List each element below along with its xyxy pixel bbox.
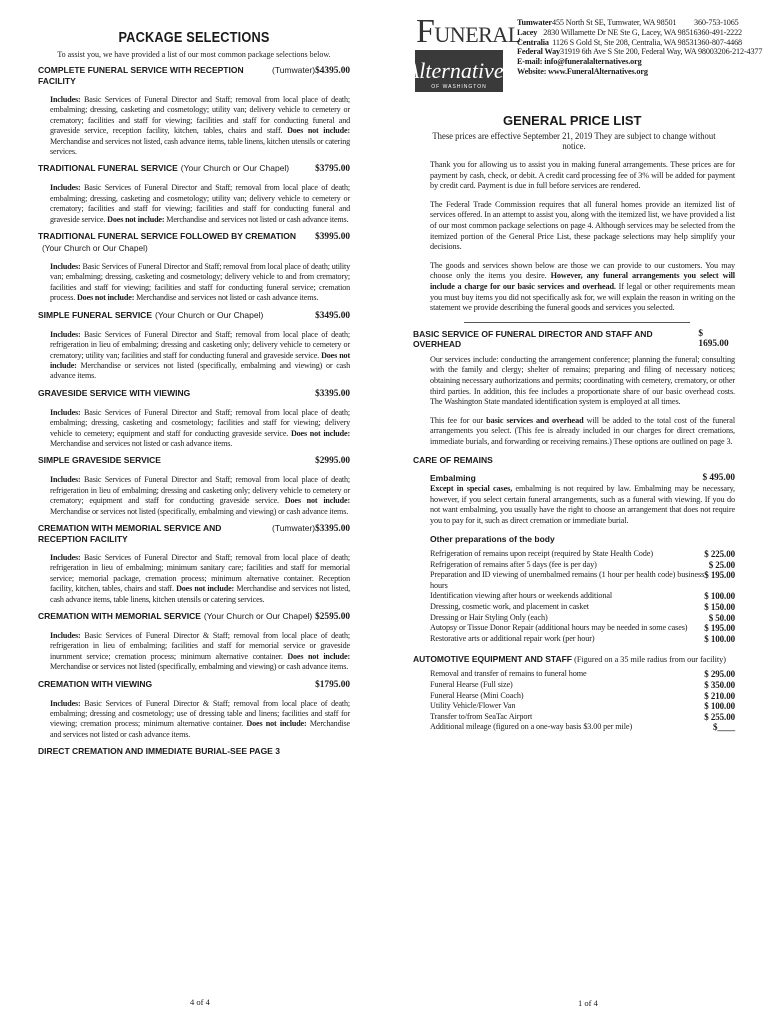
price-item: [430, 691, 735, 702]
location-address: 31919 6th Ave S Ste 200, Federal Way, WA 98003: [560, 47, 718, 57]
price-item-name: Identification viewing after hours or weekends additional: [430, 591, 613, 601]
package-price: $2995.00: [315, 456, 350, 467]
package-subtitle: (Your Church or Our Chapel): [42, 243, 148, 254]
email-link[interactable]: E-mail: info@funeralalternatives.org: [517, 57, 642, 67]
price-item-name: Additional mileage (figured on a one-way basis $3.00 per mile): [430, 722, 633, 732]
package-price: $4395.00: [315, 66, 350, 76]
package-item: [38, 523, 350, 605]
package-name: CREMATION WITH MEMORIAL SERVICE: [38, 611, 201, 621]
logo-script-text: Alternatives: [405, 58, 513, 83]
website-link[interactable]: Website: www.FuneralAlternatives.org: [517, 66, 648, 76]
package-heading: [38, 163, 350, 175]
package-description: Includes: Basic Services of Funeral Director and Staff; removal from local place of death; embalming; dressing, casketing and cosmetology; facilities and staff for viewing; delivery vehicle to cemetery; equipment and staff for conducting graveside service. Does not include: Merchandise and services not listed or cash advance items.: [50, 407, 350, 448]
package-description: Includes: Basic Services of Funeral Director and Staff; removal from local place of death; utility van; embalming; dressing, casketing and cosmetology; delivery vehicle to and from crematory; facilities and staff for viewing; facilities and staff for conducting funeral service; cremation process. Does not include: Merchandise and services not listed or cash advance items.: [50, 262, 350, 303]
price-item: [430, 712, 735, 723]
package-item: [38, 231, 350, 304]
price-item-price: $ 195.00: [704, 570, 735, 581]
automotive-heading: AUTOMOTIVE EQUIPMENT AND STAFF (Figured on a 35 mile radius from our facility): [413, 654, 726, 665]
general-price-list-column: [413, 0, 735, 1024]
package-location: (Tumwater): [271, 522, 316, 533]
price-item-price: $ 100.00: [704, 633, 735, 644]
price-item-name: Funeral Hearse (Mini Coach): [430, 690, 524, 700]
package-item: [38, 455, 350, 517]
location-phone: 360-491-2222: [697, 27, 742, 37]
price-item-price: $ 195.00: [704, 623, 735, 634]
automotive-items-list: [430, 669, 735, 733]
package-heading: [38, 679, 350, 691]
price-item: [430, 602, 735, 613]
package-price: $3795.00: [315, 164, 350, 175]
price-item: [430, 560, 735, 571]
package-item: [38, 310, 350, 382]
price-item-name: Removal and transfer of remains to funeral home: [430, 669, 587, 679]
package-selections-title: PACKAGE SELECTIONS: [118, 30, 270, 46]
package-name: GRAVESIDE SERVICE WITH VIEWING: [38, 387, 191, 398]
direct-cremation-note: DIRECT CREMATION AND IMMEDIATE BURIAL-SEE PAGE 3: [38, 746, 280, 757]
location-city: Lacey: [517, 27, 538, 37]
package-item: [38, 388, 350, 450]
price-item-name: Funeral Hearse (Full size): [430, 680, 513, 690]
package-description: Includes: Basic Services of Funeral Director & Staff; removal from local place of death; refrigeration in lieu of embalming; facilities and staff for memorial service or graveside inurnment service; cremation process; minimum alternative container. Does not include: Merchandise or services not listed (specifically, embalming and viewing) or cash advance items.: [50, 631, 350, 672]
package-location: (Your Church or Our Chapel): [180, 163, 290, 174]
package-price: $2595.00: [315, 612, 350, 622]
package-item: [38, 679, 350, 741]
package-selections-subtitle: To assist you, we have provided a list of our most common package selections below.: [57, 49, 331, 59]
goods-services-paragraph: The goods and services shown below are those we can provide to our customers. You may choose only the items you desire. However, any funeral arrangements you select will include a charge for our basic services and overhead. If legal or other requirements mean you must buy items you did not specifically ask for, we will explain the reason in writing on the statement we provide describing the funeral goods and services you selected.: [430, 260, 735, 313]
price-item: [430, 591, 735, 602]
location-address: 455 North St SE, Tumwater, WA 98501: [552, 18, 677, 27]
package-description: Includes: Basic Services of Funeral Director and Staff; removal from local place of death; embalming; dressing, casketing and cosmetology; utility van; delivery vehicle to cemetery or crematory; facilities and staff for viewing; facilities and staff for conducting funeral and graveside service, reception facility, kitchen, tables, chairs and staff. Does not include: Merchandise and services not listed, cash advance items, table linens, kitchen utensils or catering services.: [50, 95, 350, 157]
package-description: Includes: Basic Services of Funeral Director and Staff; removal from local place of death; refrigeration in lieu of embalming; minimum sanitary care; facilities and staff for memorial service; memorial package, cremation process; minimum alternative container. Reception facility, kitchen, tables, chairs and staff. Does not include: Merchandise and services not listed, cash advance items, table linens, kitchen utensils or catering services.: [50, 552, 350, 604]
page-number-left: 4 of 4: [190, 997, 210, 1007]
basic-service-fee-note: This fee for our basic services and overhead will be added to the total cost of the funeral arrangements you select. (This fee is already included in our charges for direct cremations, immediate burials, and forwarding or receiving remains.) These options are outlined on page 3.: [430, 415, 736, 446]
package-price: $3395.00: [315, 523, 350, 534]
package-description: Includes: Basic Services of Funeral Director and Staff; removal from local place of death; refrigeration in lieu of embalming; dressing and casketing only; delivery vehicle to cemetery or crematory; utility van; facilities and staff for conducting funeral and graveside service. Does not include: Merchandise or services not listed (specifically, embalming and viewing) or cash advance items.: [50, 329, 350, 381]
price-item-price: $ 225.00: [704, 549, 735, 560]
embalming-heading: Embalming $ 495.00: [430, 473, 735, 484]
price-item-price: $ 150.00: [704, 602, 735, 613]
location-phone: 360-753-1065: [694, 18, 739, 27]
price-item-price: $ 25.00: [708, 559, 735, 570]
price-item-price: $ 350.00: [704, 680, 735, 691]
package-price: $3395.00: [315, 388, 350, 399]
page-number-right: 1 of 4: [578, 998, 598, 1008]
price-item-price: $ 50.00: [708, 612, 735, 623]
package-heading: [38, 388, 350, 400]
intro-paragraph: Thank you for allowing us to assist you in making funeral arrangements. These prices are for payment by cash, check, or debit. A credit card processing fee of 3% will be added for payment by credit card. Payment is due in full before services are rendered.: [430, 160, 735, 191]
package-description: Includes: Basic Services of Funeral Director & Staff; removal from local place of death; embalming; dressing and cosmetology; use of dressing table and linens; facilities and staff for viewing; cremation process; minimum alternative container. Does not include: Merchandise and services not listed or cash advance items.: [50, 698, 351, 739]
price-item-price: $ 100.00: [704, 701, 735, 712]
package-heading: [38, 65, 350, 87]
package-location: (Your Church or Our Chapel): [203, 611, 313, 621]
embalming-description: Except in special cases, embalming is not required by law. Embalming may be necessary, however, if you select certain funeral arrangements, such as a funeral with viewing. If you do not want embalming, you usually have the right to choose an arrangement that does not require you to pay for it, such as direct cremation or immediate burial.: [430, 484, 735, 525]
price-item-name: Refrigeration of remains upon receipt (required by State Health Code): [430, 549, 653, 559]
care-items-list: [430, 549, 735, 644]
location-city: Tumwater: [517, 18, 552, 27]
basic-service-description: Our services include: conducting the arrangement conference; planning the funeral; consulting with the family and clergy; shelter of remains; preparing and filing of necessary notices; obtaining necessary authorizations and permits; coordinating with cemetery, crematory, or other third parties. In addition, this fee includes a proportionate share of our basic overhead costs. The Washington State mandated identification system is employed at all times.: [430, 354, 735, 407]
package-heading: [38, 611, 350, 623]
price-item: [430, 701, 735, 712]
package-name: CREMATION WITH MEMORIAL SERVICE AND RECEPTION FACILITY: [38, 522, 222, 544]
ftc-paragraph: The Federal Trade Commission requires that all funeral homes provide an itemized list of services offered. In an attempt to assist you, along with the itemized list, we have provided a list of our most common package selections on page 4. Although services may be selected from the itemized portion of the General Price List, these package selections may help simplify your decisions.: [430, 199, 735, 252]
logo-sub-text: OF WASHINGTON: [431, 84, 487, 90]
package-price: $1795.00: [315, 679, 350, 690]
svg-text:FUNERAL: FUNERAL: [416, 13, 521, 50]
price-item-name: Transfer to/from SeaTac Airport: [430, 711, 533, 721]
location-phone: 360-807-4468: [697, 37, 742, 47]
section-divider: [464, 322, 690, 323]
package-name: TRADITIONAL FUNERAL SERVICE FOLLOWED BY CREMATION: [38, 231, 296, 242]
location-phone: 206-212-4377: [717, 47, 763, 57]
package-price: $3495.00: [315, 310, 350, 321]
package-price: $3995.00: [315, 232, 350, 243]
price-item-name: Dressing or Hair Styling Only (each): [430, 612, 548, 622]
price-item-price: $ 295.00: [704, 669, 735, 680]
effective-date-note: These prices are effective September 21, 2019 They are subject to change without notice.: [432, 132, 716, 152]
package-item: [38, 163, 350, 225]
package-selections-column: [38, 0, 350, 1024]
package-name: SIMPLE GRAVESIDE SERVICE: [38, 455, 161, 466]
care-of-remains-heading: CARE OF REMAINS: [413, 455, 493, 466]
price-item: [430, 623, 735, 634]
package-name: SIMPLE FUNERAL SERVICE: [38, 309, 152, 320]
price-item-name: Restorative arts or additional repair work (per hour): [430, 633, 595, 643]
package-name: COMPLETE FUNERAL SERVICE WITH RECEPTION FACILITY: [38, 65, 244, 86]
price-item: [430, 634, 735, 645]
price-item-name: Preparation and ID viewing of unembalmed remains (1 hour per health code) business hours: [430, 570, 705, 590]
package-description: Includes: Basic Services of Funeral Director and Staff; removal from local place of death; embalming; dressing, casketing and cosmetology; utility van; delivery vehicle to cemetery or crematory; facilities and staff for viewing; facilities and staff for conducting funeral and graveside service. Does not include: Merchandise and services not listed or cash advance items.: [50, 183, 350, 224]
package-item: [38, 611, 350, 673]
price-item-price: $____: [712, 722, 735, 733]
price-item-name: Utility Vehicle/Flower Van: [430, 701, 516, 711]
price-item: [430, 669, 735, 680]
package-location: (Your Church or Our Chapel): [154, 309, 264, 320]
other-preparations-heading: Other preparations of the body: [430, 534, 555, 545]
price-item-price: $ 100.00: [704, 591, 735, 602]
general-price-list-title: GENERAL PRICE LIST: [503, 113, 642, 128]
package-item: [38, 65, 350, 157]
location-address: 1126 S Gold St, Ste 208, Centralia, WA 98531: [552, 37, 698, 47]
price-item: [430, 680, 735, 691]
price-item-price: $ 255.00: [704, 711, 735, 722]
package-heading: [38, 231, 350, 243]
price-item-name: Dressing, cosmetic work, and placement in casket: [430, 602, 589, 612]
package-heading: [38, 310, 350, 322]
price-item-price: $ 210.00: [704, 690, 735, 701]
package-description: Includes: Basic Services of Funeral Director and Staff; removal from local place of death; refrigeration in lieu of embalming; dressing and casketing only; delivery vehicle to cemetery or crematory; equipment and staff for conducting graveside service. Does not include: Merchandise or services not listed (specifically, embalming and viewing) or cash advance items.: [50, 475, 350, 516]
price-item-name: Autopsy or Tissue Donor Repair (additional hours may be needed in some cases): [430, 623, 688, 633]
package-location: (Tumwater): [271, 65, 316, 75]
location-city: Centralia: [517, 37, 549, 47]
price-item-name: Refrigeration of remains after 5 days (fee is per day): [430, 559, 597, 569]
package-name: TRADITIONAL FUNERAL SERVICE: [38, 163, 178, 174]
price-item: [430, 613, 735, 624]
package-heading: [38, 523, 350, 545]
package-heading: [38, 455, 350, 467]
basic-service-heading: BASIC SERVICE OF FUNERAL DIRECTOR AND STAFF AND OVERHEAD $ 1695.00: [413, 328, 729, 349]
location-city: Federal Way: [517, 47, 560, 57]
package-name: CREMATION WITH VIEWING: [38, 678, 153, 689]
price-item: [430, 722, 735, 733]
location-address: 2830 Willamette Dr NE Ste G, Lacey, WA 98516: [543, 27, 698, 37]
price-item: [430, 549, 735, 560]
price-item: [430, 570, 735, 591]
